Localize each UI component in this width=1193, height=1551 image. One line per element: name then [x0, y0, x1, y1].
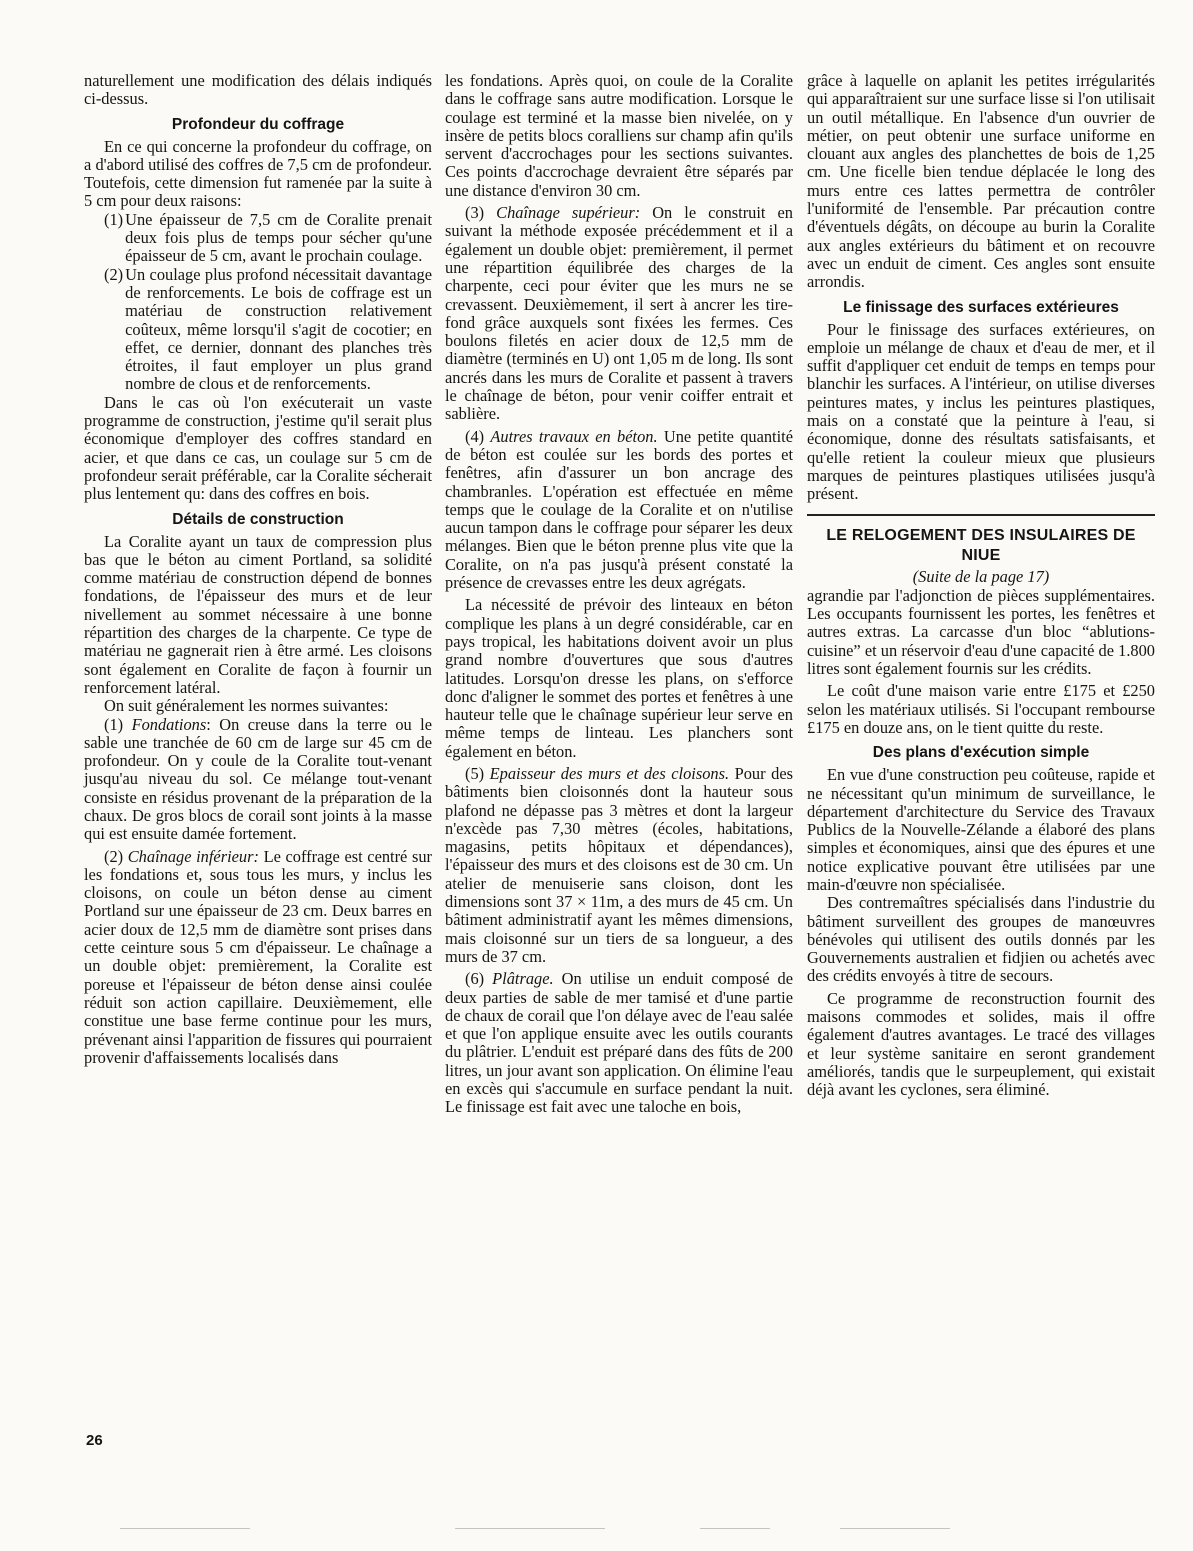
paragraph: Pour le finissage des surfaces extérieures, on emploie un mélange de chaux et d'eau de mer, et il suffit d'appliquer cet enduit de temps en temps pour blanchir les surfaces. A l'intérieur, on utilise diverses peintures mates, y inclus les peintures plastiques, mais on a constaté que la peinture à l'eau, si économique, donne des résultats satisfaisants, et qu'elle retient la couleur mieux que plusieurs marques de peintures plastiques utilisées jusqu'à présent. [807, 319, 1155, 504]
list-item [84, 266, 432, 394]
item-title: Fondations [131, 714, 207, 734]
item-number: (2) [104, 846, 128, 866]
item-title: Chaînage inférieur: [127, 846, 259, 866]
numbered-paragraph [445, 428, 793, 593]
list-number: (2) [104, 264, 124, 284]
item-text: Une petite quantité de béton est coulée sur les bords des portes et fenêtres, afin d'assurer un bon ancrage des chambranles. L'opération est effectuée en même temps que le coulage de la Coralite et on n'utilise aucun tampon dans le coffrage pour séparer les deux mélanges. Bien que le béton prenne plus vite que la Coralite, on n'a pas jusqu'à présent constaté la présence de crevasses entre les deux agrégats. [445, 426, 793, 593]
paragraph: En ce qui concerne la profondeur du coffrage, on a d'abord utilisé des coffres de 7,5 cm de profondeur. Toutefois, cette dimension fut ramenée par la suite à 5 cm pour deux raisons: [84, 136, 432, 211]
item-text: Le coffrage est centré sur les fondations et, sous tous les murs, y inclus les cloisons, on coule un béton dense au ciment Portland sur une épaisseur de 23 cm. Deux barres en acier doux de 12,5 mm de diamètre sont prises dans cette ceinture sous 5 cm d'épaisseur. Le chaînage a un double objet: premièrement, la Coralite est poreuse et l'épaisseur de béton dense ainsi coulée réduit son action capillaire. Deuxièmement, elle constitue une base ferme continue pour les murs, prévenant ainsi l'apparition de fissures qui pourraient provenir d'affaissements localisés dans [84, 846, 432, 1067]
page-number: 26 [86, 1432, 103, 1449]
section-heading-finissage: Le finissage des surfaces extérieures [843, 298, 1119, 316]
paragraph: La nécessité de prévoir des linteaux en béton complique les plans à un degré considérable, car en pays tropical, les habitations doivent avoir un plus grand nombre d'ouvertures que sous d'autres latitudes. Lorsqu'on dresse les plans, on s'efforce donc d'aligner le sommet des portes et fenêtres à une hauteur telle que le chaînage supérieur leur serve en même temps de linteau. Les planchers sont également en béton. [445, 595, 793, 761]
item-text: Pour des bâtiments bien cloisonnés dont la hauteur sous plafond ne dépasse pas 3 mètres et dont la largeur n'excède pas 7,30 mètres (écoles, habitations, magasins, petits hôpitaux et dépendances), l'épaisseur des murs et des cloisons est de 30 cm. Un atelier de menuiserie sans cloison, dont les dimensions sont 37 × 11m, a des murs de 45 cm. Un bâtiment administratif ayant les mêmes dimensions, mais cloisonné sur un tiers de sa longueur, a des murs de 37 cm. [445, 763, 793, 966]
list-text: Un coulage plus profond nécessitait davantage de renforcements. Le bois de coffrage est un matériau de construction relativement coûteux, même lorsqu'il s'agit de cocotier; en effet, ce dernier, donnant des planches très étroites, il faut employer un plus grand nombre de clous et de renforcements. [125, 264, 432, 394]
paragraph: naturellement une modification des délais indiqués ci-dessus. [84, 71, 432, 109]
item-title: Plâtrage. [492, 969, 554, 989]
paragraph: Le coût d'une maison varie entre £175 et £250 selon les matériaux utilisés. Si l'occupant rembourse £175 en douze ans, on le tient quitte du reste. [807, 681, 1155, 737]
list-item [84, 211, 432, 266]
list-number: (1) [104, 209, 124, 229]
item-number: (4) [465, 426, 491, 446]
column-2 [445, 72, 793, 1117]
section-heading-profondeur: Profondeur du coffrage [171, 115, 345, 133]
paragraph: agrandie par l'adjonction de pièces supplémentaires. Les occupants fournissent les portes, les fenêtres et autres extras. La carcasse d'un bloc “ablutions-cuisine” et un réservoir d'eau d'une capacité de 1.800 litres sont également fournis sur les crédits. [807, 585, 1155, 679]
paragraph: Dans le cas où l'on exécuterait un vaste programme de construction, j'estime qu'il serait plus économique d'employer des coffres standard en acier, et que dans ce cas, un coulage sur 5 cm de profondeur serait préférable, car la Coralite sécherait plus lentement qu: dans des coffres en bois. [84, 392, 432, 504]
print-mark-line [455, 1528, 605, 1529]
paragraph: On suit généralement les normes suivantes: [104, 696, 389, 716]
paragraph: En vue d'une construction peu coûteuse, rapide et ne nécessitant qu'un minimum de surveillance, le département d'architecture du Service des Travaux Publics de la Nouvelle-Zélande a élaboré des plans simples et économiques, ainsi que des épures et une notice explicative pouvant être utilisées par une main-d'œuvre non spécialisée. [807, 765, 1155, 894]
numbered-paragraph [84, 716, 432, 844]
item-title: Chaînage supérieur: [496, 203, 641, 223]
paragraph: les fondations. Après quoi, on coule de la Coralite dans le coffrage sans autre modification. Lorsque le coulage est terminé et la masse bien nivelée, on y insère de petits blocs coralliens sur champ afin qu'ils servent d'accrochages pour les sections suivantes. Ces points d'accrochage devraient être séparés par une distance d'environ 30 cm. [445, 71, 793, 200]
numbered-paragraph [445, 970, 793, 1116]
section-heading-details: Détails de construction [172, 510, 344, 528]
article-separator [807, 514, 1155, 516]
column-3 [807, 72, 1155, 1100]
paragraph: grâce à laquelle on aplanit les petites irrégularités qui apparaîtraient sur une surface lisse si l'on utilisait un outil métallique. En l'absence d'un ouvrier de métier, on peut obtenir une surface uniforme en clouant aux angles des planchettes de bois de 1,25 cm. Une ficelle bien tendue déplacée le long des murs entre ces lattes permettra de contrôler l'uniformité de l'ensemble. Par précaution contre d'éventuels dégâts, on découpe au burin la Coralite aux angles extérieurs du bâtiment et on recouvre avec un enduit de ciment. Ces angles sont ensuite arrondis. [807, 71, 1155, 292]
item-number: (1) [104, 714, 132, 734]
section-heading-plans: Des plans d'exécution simple [872, 744, 1090, 762]
print-mark-line [700, 1528, 770, 1529]
paragraph: La Coralite ayant un taux de compression plus bas que le béton au ciment Portland, sa solidité comme matériau de construction dépend de bonnes fondations, de l'épaisseur des murs et de leur nivellement au sommet nécessaire à une bonne répartition des charges de la charpente. Ce type de matériau ne gagnerait rien à être armé. Les cloisons sont également en Coralite de façon à fournir un renforcement latéral. [84, 531, 432, 697]
numbered-paragraph [84, 848, 432, 1068]
print-mark-line [840, 1528, 950, 1529]
paragraph: Ce programme de reconstruction fournit des maisons commodes et solides, mais il offre également d'autres avantages. Le tracé des villages et leur système sanitaire en seront grandement améliorés, tandis que le surpeuplement, qui existait déjà avant les cyclones, sera éliminé. [807, 988, 1155, 1100]
paragraph: Des contremaîtres spécialisés dans l'industrie du bâtiment surveillent des groupes de manœuvres bénévoles qui utilisent des outils donnés par les Gouvernements australien et fidjien ou achetés avec des crédits envoyés à titre de secours. [807, 893, 1155, 986]
print-mark-line [120, 1528, 250, 1529]
list-text: Une épaisseur de 7,5 cm de Coralite prenait deux fois plus de temps pour sécher qu'une épaisseur de 5 cm, avant le prochain coulage. [125, 209, 432, 266]
item-title: Autres travaux en béton. [490, 426, 658, 446]
numbered-paragraph [445, 765, 793, 966]
item-text: : On creuse dans la terre ou le sable une tranchée de 60 cm de large sur 45 cm de profondeur. On y coule de la Coralite tout-venant jusqu'au niveau du sol. Ce mélange tout-venant consiste en résidus provenant de la préparation de la chaux. De gros blocs de corail sont joints à la masse qui est ensuite damée fortement. [84, 714, 432, 844]
item-title: Epaisseur des murs et des cloisons. [489, 763, 730, 783]
item-number: (5) [465, 763, 490, 783]
article-title: LE RELOGEMENT DES INSULAIRES DE NIUE [826, 526, 1136, 564]
item-text: On utilise un enduit composé de deux parties de sable de mer tamisé et d'une partie de chaux de corail que l'on délaye avec de l'eau salée et que l'on applique ensuite avec les outils courants du plâtrier. L'enduit est préparé dans des fûts de 200 litres, un jour avant son application. On élimine l'eau en excès qui s'accumule en surface pendant la nuit. Le finissage est fait avec une taloche en bois, [445, 969, 793, 1117]
item-number: (6) [465, 969, 493, 989]
item-number: (3) [465, 203, 497, 223]
column-1 [84, 72, 432, 1067]
continued-from-note: (Suite de la page 17) [912, 566, 1050, 586]
numbered-paragraph [445, 204, 793, 424]
item-text: On le construit en suivant la méthode exposée précédemment et il a également un double objet: premièrement, il permet une répartition équilibrée des charges de la charpente, ceci pour éviter que les murs ne se crevassent. Deuxièmement, il sert à ancrer les tire-fond grâce auxquels sont fixées les fermes. Ces boulons filetés en acier doux de 12,5 mm de diamètre (terminés en U) ont 1,05 m de long. Ils sont ancrés dans les murs de Coralite et passent à travers le chaînage de béton, pour venir coiffer entrait et sablière. [445, 203, 793, 424]
